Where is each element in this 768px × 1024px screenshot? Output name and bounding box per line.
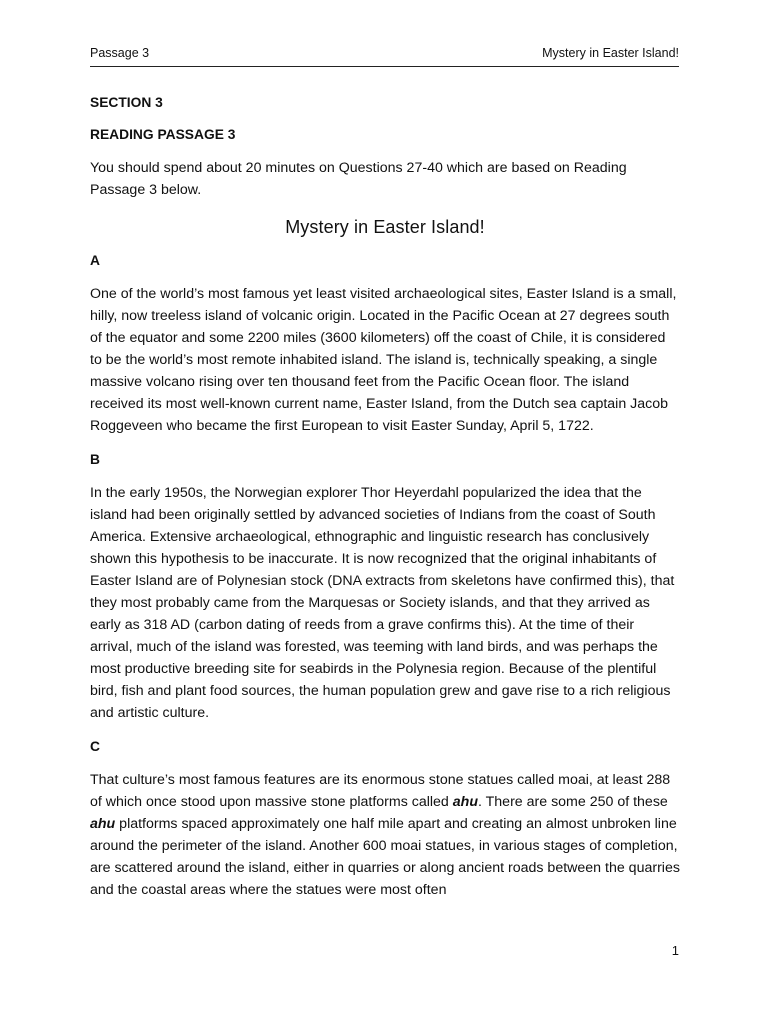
paragraph-letter-c: C (90, 739, 100, 754)
section-label: SECTION 3 (90, 95, 163, 110)
term-ahu: ahu (90, 816, 116, 832)
paragraph-c-part1: That culture’s most famous features are its enormous stone statues called moai, at least 288 of which once stood upon massive stone platforms called (90, 772, 671, 810)
passage-title: Mystery in Easter Island! (285, 217, 485, 237)
paragraph-letter-b: B (90, 452, 100, 467)
instructions: You should spend about 20 minutes on Questions 27-40 which are based on Reading Passage 3 below. (90, 160, 627, 198)
header-left: Passage 3 (90, 46, 150, 60)
paragraph-a: One of the world’s most famous yet least visited archaeological sites, Easter Island is a small, hilly, now treeless island of volcanic origin. Located in the Pacific Ocean at 27 degrees south of the equator and some 2200 miles (3600 kilometers) off the coast of Chile, it is considered to be the world’s most remote inhabited island. The island is, technically speaking, a single massive volcano rising over ten thousand feet from the Pacific Ocean floor. The island received its most well-known current name, Easter Island, from the Dutch sea captain Jacob Roggeveen who became the first European to visit Easter Sunday, April 5, 1722. (90, 286, 677, 434)
paragraph-c (90, 769, 680, 901)
term-ahu: ahu (452, 794, 478, 810)
passage-label: READING PASSAGE 3 (90, 127, 236, 142)
page-header (90, 46, 679, 66)
page-number: 1 (671, 943, 679, 958)
header-rule (90, 66, 679, 67)
paragraph-letter-a: A (90, 253, 100, 268)
page-body (90, 92, 680, 901)
paragraph-c-part3: platforms spaced approximately one half mile apart and creating an almost unbroken line around the perimeter of the island. Another 600 moai statues, in various stages of completion, are scattered around the island, either in quarries or along ancient roads between the quarries and the coastal areas where the statues were most often (90, 816, 680, 898)
header-right: Mystery in Easter Island! (542, 46, 679, 60)
paragraph-b: In the early 1950s, the Norwegian explorer Thor Heyerdahl popularized the idea that the island had been originally settled by advanced societies of Indians from the coast of South America. Extensive archaeological, ethnographic and linguistic research has conclusively shown this hypothesis to be inaccurate. It is now recognized that the original inhabitants of Easter Island are of Polynesian stock (DNA extracts from skeletons have confirmed this), that they most probably came from the Marquesas or Society islands, and that they arrived as early as 318 AD (carbon dating of reeds from a grave confirms this). At the time of their arrival, much of the island was forested, was teeming with land birds, and was perhaps the most productive breeding site for seabirds in the Polynesia region. Because of the plentiful bird, fish and plant food sources, the human population grew and gave rise to a rich religious and artistic culture. (90, 485, 675, 721)
paragraph-c-part2: . There are some 250 of these (478, 794, 668, 810)
